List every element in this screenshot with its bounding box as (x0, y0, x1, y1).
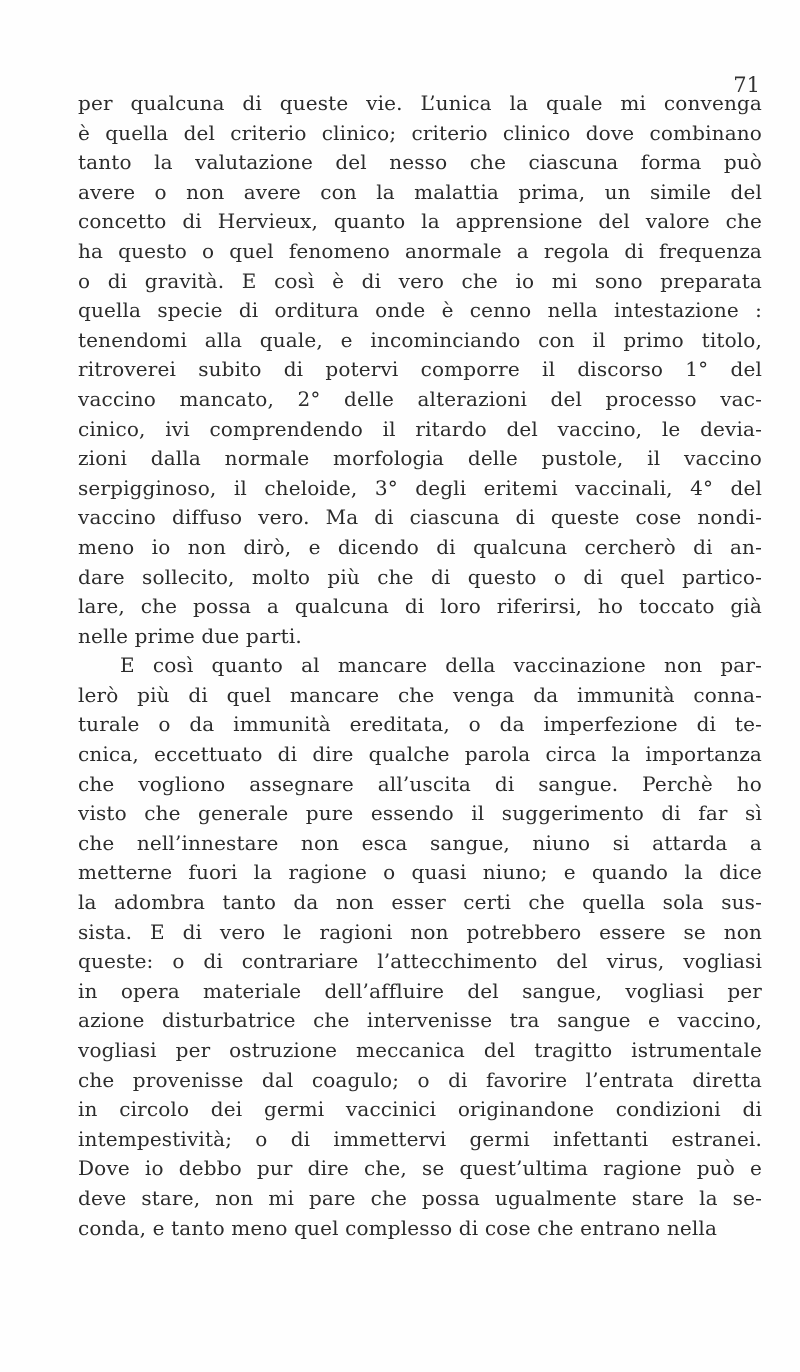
text-line: intempestività; o di immettervi germi infettanti estranei. (78, 1126, 762, 1151)
text-line: lerò più di quel mancare che venga da immunità conna- (78, 682, 762, 707)
text-line: metterne fuori la ragione o quasi niuno; e quando la dice (78, 860, 762, 885)
text-line: vogliasi per ostruzione meccanica del tragitto istrumentale (78, 1038, 762, 1062)
text-line: quella specie di orditura onde è cenno nella intestazione : (78, 298, 762, 323)
text-line: zioni dalla normale morfologia delle pustole, il vaccino (78, 446, 762, 471)
text-line: che vogliono assegnare all’uscita di sangue. Perchè ho (78, 771, 762, 796)
text-line: serpigginoso, il cheloide, 3° degli eritemi vaccinali, 4° del (78, 475, 762, 500)
text-line: in circolo dei germi vaccinici originandone condizioni di (78, 1097, 762, 1122)
text-line: concetto di Hervieux, quanto la apprensione del valore che (78, 209, 762, 234)
text-line: la adombra tanto da non esser certi che quella sola sus- (78, 890, 762, 915)
text-line: queste: o di contrariare l’attecchimento del virus, vogliasi (78, 949, 762, 974)
body-text (78, 89, 762, 1243)
text-line: meno io non dirò, e dicendo di qualcuna cercherò di an- (78, 534, 762, 559)
text-line: Dove io debbo pur dire che, se quest’ultima ragione può e (78, 1156, 762, 1181)
text-line: deve stare, non mi pare che possa ugualmente stare la se- (78, 1185, 762, 1210)
text-line: dare sollecito, molto più che di questo o di quel partico- (78, 564, 762, 589)
text-line: azione disturbatrice che intervenisse tra sangue e vaccino, (78, 1008, 762, 1033)
text-line: che nell’innestare non esca sangue, niuno si attarda a (78, 830, 762, 855)
text-line: lare, che possa a qualcuna di loro riferirsi, ho toccato già (78, 594, 762, 619)
text-line: è quella del criterio clinico; criterio clinico dove combinano (78, 120, 762, 145)
text-line: ha questo o quel fenomeno anormale a regola di frequenza (78, 238, 762, 263)
text-line: avere o non avere con la malattia prima, un simile del (78, 179, 762, 204)
page-number: 71 (733, 73, 760, 97)
text-line: visto che generale pure essendo il suggerimento di far sì (78, 801, 762, 826)
text-line: vaccino diffuso vero. Ma di ciascuna di queste cose nondi- (78, 505, 762, 530)
text-line: ritroverei subito di potervi comporre il discorso 1° del (78, 357, 762, 382)
text-line: sista. E di vero le ragioni non potrebbero essere se non (78, 919, 762, 944)
paragraph-end-line: nelle prime due parti. (78, 623, 302, 648)
text-line: turale o da immunità ereditata, o da imperfezione di te- (78, 712, 762, 737)
text-line: tenendomi alla quale, e incominciando con il primo titolo, (78, 327, 762, 352)
text-line: per qualcuna di queste vie. L’unica la quale mi convenga (78, 91, 762, 115)
text-line: che provenisse dal coagulo; o di favorire l’entrata diretta (78, 1067, 762, 1092)
text-line: conda, e tanto meno quel complesso di cose che entrano nella (78, 1215, 718, 1240)
text-line: cinico, ivi comprendendo il ritardo del vaccino, le devia- (78, 416, 762, 441)
text-line: in opera materiale dell’affluire del sangue, vogliasi per (78, 978, 762, 1003)
text-line: o di gravità. E così è di vero che io mi sono preparata (78, 268, 762, 293)
text-line: tanto la valutazione del nesso che ciascuna forma può (78, 150, 762, 175)
text-line: cnica, eccettuato di dire qualche parola circa la importanza (78, 742, 762, 767)
paragraph-start-line: E così quanto al mancare della vaccinazione non par- (120, 653, 762, 678)
text-line: vaccino mancato, 2° delle alterazioni del processo vac- (78, 386, 762, 411)
